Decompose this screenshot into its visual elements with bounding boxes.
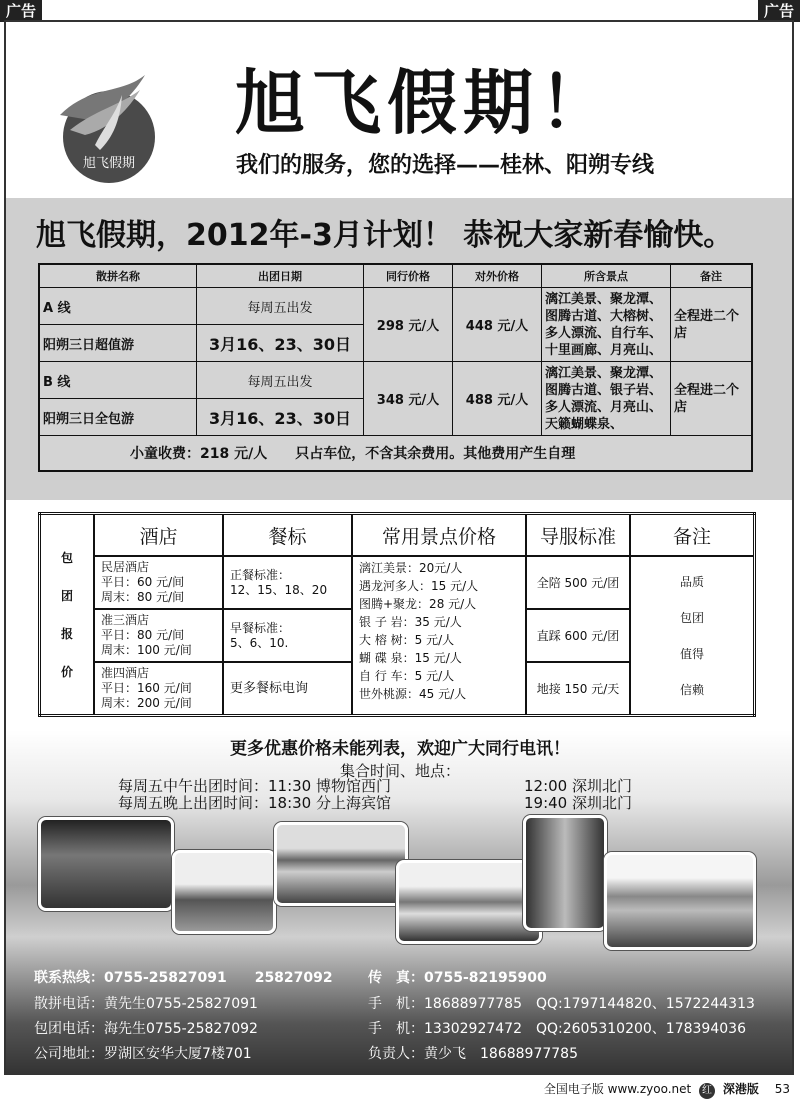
hotline: 联系热线：0755-25827091 25827092 [34, 970, 333, 986]
hotel-name: 准三酒店 [101, 613, 150, 627]
child-fee-row [39, 436, 752, 472]
sight-item: 图腾古道、银子岩、 [545, 382, 663, 398]
mobile-2: 手 机：13302927472 QQ:2605310200、178394036 [368, 1021, 746, 1037]
hotel-weekday: 平日：60 元/间 [101, 575, 185, 589]
col-header: 酒店 [94, 514, 223, 557]
hotel-cell [94, 609, 223, 662]
sight-price: 大 榕 树：5 元/人 [359, 633, 455, 647]
tour-note: 全程进二个店 [671, 362, 753, 436]
slogan: 我们的服务，您的选择——桂林、阳朔专线 [236, 153, 655, 178]
tour-name: 阳朔三日超值游 [39, 325, 197, 362]
village-photo [172, 850, 276, 934]
departure-left: 每周五中午出团时间：11:30 博物馆西门 [118, 777, 391, 795]
sight-item: 多人漂流、自行车、 [545, 325, 663, 341]
brand-name: 旭飞假期！ [235, 62, 615, 144]
ad-label: 广告 [0, 0, 42, 22]
sanpin-phone: 散拼电话：黄先生0755-25827091 [34, 996, 258, 1012]
hotel-weekday: 平日：160 元/间 [101, 681, 192, 695]
col-header: 出团日期 [197, 264, 364, 288]
side-char: 团 [60, 588, 73, 603]
departure-right: 12:00 深圳北门 [524, 777, 632, 795]
manager: 负责人：黄少飞 18688977785 [368, 1046, 578, 1062]
tour-row-b [39, 362, 752, 399]
boats-photo [604, 852, 756, 950]
guide-fee: 地接 150 元/天 [526, 662, 630, 716]
sight-item: 多人漂流、月亮山、 [545, 399, 663, 415]
river-photo [396, 860, 542, 944]
hotel-cell [94, 662, 223, 716]
street-photo [523, 815, 607, 931]
note-line: 包团 [679, 610, 704, 625]
sight-item: 天籁蝴蝶泉、 [545, 416, 624, 432]
col-header: 备注 [671, 264, 753, 288]
mobile-1: 手 机：18688977785 QQ:1797144820、1572244313 [368, 996, 755, 1012]
more-prices-note: 更多优惠价格未能列表，欢迎广大同行电讯！ [230, 739, 570, 759]
sight-price: 世外桃源：45 元/人 [359, 687, 467, 701]
meal-cell [223, 556, 352, 609]
dates: 3月16、23、30日 [197, 325, 364, 362]
side-char: 包 [60, 550, 73, 565]
hotel-weekend: 周末：200 元/间 [101, 696, 192, 710]
page-footer [0, 1080, 790, 1099]
footer-badge: 红 [699, 1083, 715, 1099]
hotel-weekend: 周末：100 元/间 [101, 643, 192, 657]
hotel-cell [94, 556, 223, 609]
meal-cell [223, 662, 352, 716]
assembly-title: 集合时间、地点： [339, 762, 460, 780]
guide-fee: 直踩 600 元/团 [526, 609, 630, 662]
ad-label-right: 广告 [758, 0, 800, 22]
group-price-table [38, 512, 756, 717]
note-line: 信赖 [679, 682, 704, 697]
sight-item: 漓江美景、聚龙潭、 [545, 291, 663, 307]
group-row [40, 556, 755, 609]
meal-value: 12、15、18、20 [230, 582, 328, 597]
departure-right: 19:40 深圳北门 [524, 794, 632, 812]
note-line: 值得 [679, 646, 704, 661]
sight-price: 蝴 碟 泉：15 元/人 [359, 651, 462, 665]
sights-list [542, 288, 671, 362]
sight-item: 漓江美景、聚龙潭、 [545, 365, 663, 381]
sight-item: 十里画廊、月亮山、 [545, 342, 663, 358]
side-char: 价 [60, 664, 73, 679]
tour-name: 阳朔三日全包游 [39, 399, 197, 436]
col-header: 散拼名称 [39, 264, 197, 288]
baotuan-phone: 包团电话：海先生0755-25827092 [34, 1021, 258, 1037]
peer-price: 298 元/人 [364, 288, 453, 362]
side-char: 报 [60, 626, 73, 641]
dates: 3月16、23、30日 [197, 399, 364, 436]
col-header: 餐标 [223, 514, 352, 557]
meal-label: 早餐标准： [230, 620, 291, 635]
fax: 传 真：0755-82195900 [368, 970, 547, 986]
hotel-weekend: 周末：80 元/间 [101, 590, 185, 604]
col-header: 同行价格 [364, 264, 453, 288]
meal-label: 正餐标准： [230, 567, 291, 582]
col-header: 备注 [630, 514, 755, 557]
crane-logo [50, 75, 168, 185]
hotel-name: 民居酒店 [101, 560, 150, 574]
sights-list [542, 362, 671, 436]
footer-site: 全国电子版 www.zyoo.net [543, 1082, 692, 1096]
company-address: 公司地址：罗湖区安华大厦7楼701 [34, 1046, 252, 1062]
meal-value: 5、6、10. [230, 635, 289, 650]
col-header: 导服标准 [526, 514, 630, 557]
tour-note: 全程进二个店 [671, 288, 753, 362]
tour-row-a [39, 288, 752, 325]
child-fee: 小童收费：218 元/人 只占车位，不含其余费用。其他费用产生自理 [39, 436, 752, 472]
sight-price: 遇龙河多人：15 元/人 [359, 579, 479, 593]
sight-price: 图腾+聚龙：28 元/人 [359, 597, 477, 611]
logo-text: 旭飞假期 [82, 156, 136, 171]
group-side-label [40, 514, 95, 716]
departure-text: 每周五出发 [197, 362, 364, 399]
group-header-row [40, 514, 755, 557]
departure-text: 每周五出发 [197, 288, 364, 325]
line-code: B 线 [39, 362, 197, 399]
peer-price: 348 元/人 [364, 362, 453, 436]
departure-left: 每周五晚上出团时间：18:30 分上海宾馆 [118, 794, 391, 812]
headline: 旭飞假期，2012年-3月计划！ 恭祝大家新春愉快。 [36, 218, 734, 253]
sight-price: 自 行 车：5 元/人 [359, 669, 455, 683]
sight-item: 图腾古道、大榕树、 [545, 308, 663, 324]
footer-edition: 深港版 [722, 1082, 759, 1096]
line-code: A 线 [39, 288, 197, 325]
lake-photo [274, 822, 408, 906]
hotel-weekday: 平日：80 元/间 [101, 628, 185, 642]
page-number: 53 [774, 1082, 790, 1096]
tour-price-table [38, 263, 753, 472]
guide-fee: 全陪 500 元/团 [526, 556, 630, 609]
hotel-name: 准四酒店 [101, 666, 150, 680]
sight-prices [352, 556, 526, 716]
col-header: 对外价格 [453, 264, 542, 288]
meal-cell [223, 609, 352, 662]
col-header: 常用景点价格 [352, 514, 526, 557]
group-note [630, 556, 755, 716]
cave-photo [38, 817, 174, 911]
tour-header-row [39, 264, 752, 288]
sight-price: 银 子 岩：35 元/人 [359, 615, 462, 629]
col-header: 所含景点 [542, 264, 671, 288]
public-price: 488 元/人 [453, 362, 542, 436]
public-price: 448 元/人 [453, 288, 542, 362]
sight-price: 漓江美景：20元/人 [359, 561, 463, 575]
meal-label: 更多餐标电询 [230, 681, 309, 696]
note-line: 品质 [679, 574, 704, 589]
